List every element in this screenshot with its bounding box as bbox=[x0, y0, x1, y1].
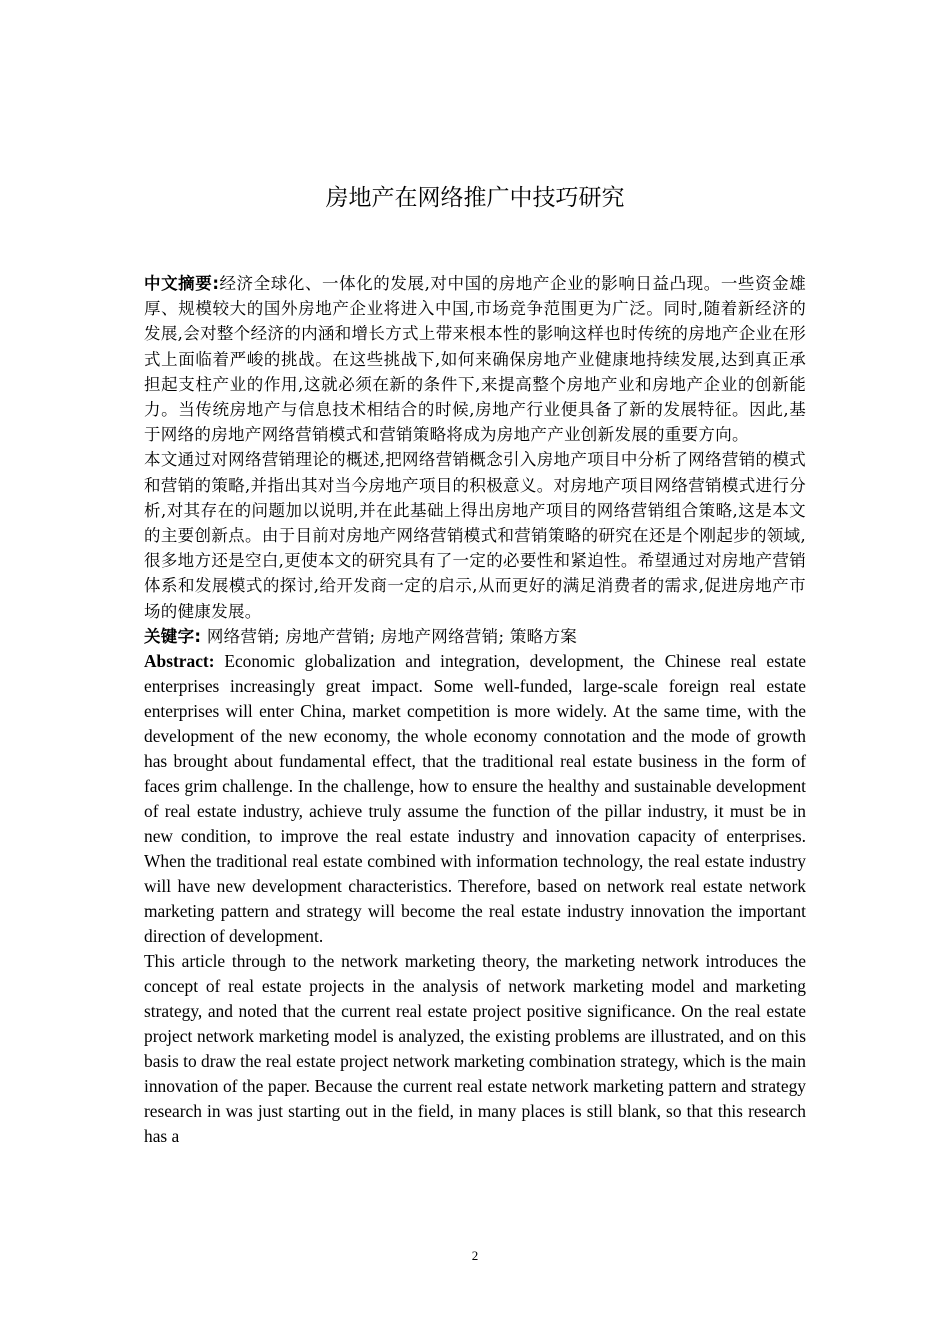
chinese-abstract-paragraph-2: 本文通过对网络营销理论的概述,把网络营销概念引入房地产项目中分析了网络营销的模式和营销的策略,并指出其对当今房地产项目的积极意义。对房地产项目网络营销模式进行分析,对其存在的问题加以说明,并在此基础上得出房地产项目的网络营销组合策略,这是本文的主要创新点。由于目前对房地产网络营销模式和营销策略的研究在还是个刚起步的领域,很多地方还是空白,更使本文的研究具有了一定的必要性和紧迫性。希望通过对房地产营销体系和发展模式的探讨,给开发商一定的启示,从而更好的满足消费者的需求,促进房地产市场的健康发展。 bbox=[144, 450, 806, 621]
english-abstract-label: Abstract: bbox=[144, 651, 215, 672]
keywords-line bbox=[144, 624, 806, 649]
chinese-abstract-paragraph-1 bbox=[144, 271, 806, 447]
english-abstract-paragraph-2: This article through to the network marketing theory, the marketing network introduces the concept of real estate projects in the analysis of network marketing model and marketing strategy, and noted that the current real estate project positive significance. On the real estate project network marketing model is analyzed, the existing problems are illustrated, and on this basis to draw the real estate project network marketing combination strategy, which is the main innovation of the paper. Because the current real estate network marketing pattern and strategy research in was just starting out in the field, in many places is still blank, so that this research has a bbox=[144, 951, 806, 1147]
paper-title: 房地产在网络推广中技巧研究 bbox=[325, 185, 625, 211]
english-abstract-paragraph-1 bbox=[144, 649, 806, 949]
keywords-text: 网络营销; 房地产营销; 房地产网络营销; 策略方案 bbox=[201, 626, 578, 646]
english-abstract-text-1: Economic globalization and integration, development, the Chinese real estate enterprises increasingly great impact. Some well-funded, large-scale foreign real estate enterprises will enter China, market competition is more widely. At the same time, with the development of the new economy, the whole economy connotation and the mode of growth has brought about fundamental effect, that the traditional real estate business in the form of faces grim challenge. In the challenge, how to ensure the healthy and sustainable development of real estate industry, achieve truly assume the function of the pillar industry, it must be in new condition, to improve the real estate industry and innovation capacity of enterprises. When the traditional real estate combined with information technology, the real estate industry will have new development characteristics. Therefore, based on network real estate network marketing pattern and strategy will become the real estate industry innovation the important direction of development. bbox=[144, 651, 806, 947]
chinese-abstract-text-1: 经济全球化、一体化的发展,对中国的房地产企业的影响日益凸现。一些资金雄厚、规模较大的国外房地产企业将进入中国,市场竞争范围更为广泛。同时,随着新经济的发展,会对整个经济的内涵和增长方式上带来根本性的影响这样也时传统的房地产企业在形式上面临着严峻的挑战。在这些挑战下,如何来确保房地产业健康地持续发展,达到真正承担起支柱产业的作用,这就必须在新的条件下,来提高整个房地产业和房地产企业的创新能力。当传统房地产与信息技术相结合的时候,房地产行业便具备了新的发展特征。因此,基于网络的房地产网络营销模式和营销策略将成为房地产产业创新发展的重要方向。 bbox=[144, 274, 806, 445]
keywords-label: 关键字: bbox=[144, 626, 202, 646]
abstract-body bbox=[144, 271, 806, 1149]
page-number: 2 bbox=[471, 1248, 479, 1263]
chinese-abstract-label: 中文摘要: bbox=[144, 274, 220, 293]
